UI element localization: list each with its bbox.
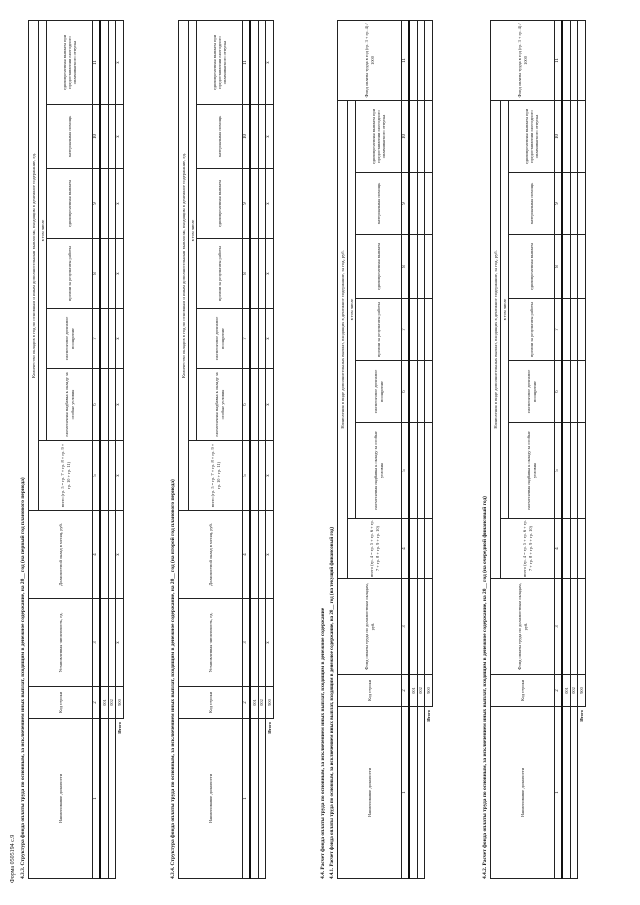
- col-head-code: Код строки: [338, 675, 402, 707]
- col-head-last: Фонд оплаты труда в год (гр. 3 + гр. 4) / 1000: [491, 20, 555, 100]
- col-num: 1: [402, 707, 410, 879]
- col-num: 10: [402, 100, 410, 172]
- total-row: [578, 20, 586, 878]
- cell[interactable]: [578, 423, 586, 519]
- col-head-incl: в том числе: [501, 100, 509, 518]
- cell-name[interactable]: [409, 707, 417, 879]
- col-num: 7: [402, 299, 410, 361]
- cell[interactable]: [562, 579, 570, 675]
- cell[interactable]: [417, 579, 425, 675]
- col-head-c6: единовременная выплата при предоставлении ежегодного оплачиваемого отпуска: [197, 20, 243, 104]
- cell[interactable]: [425, 20, 433, 100]
- cell[interactable]: [562, 519, 570, 579]
- col-head-name: Наименование должности: [29, 719, 93, 879]
- col-num: 11: [402, 20, 410, 100]
- col-head-c6: единовременная выплата при предоставлении ежегодного оплачиваемого отпуска: [356, 100, 402, 172]
- cell[interactable]: [409, 361, 417, 423]
- col-num: 6: [243, 369, 251, 441]
- section-4-4-2: [480, 21, 586, 879]
- cell[interactable]: [409, 100, 417, 172]
- table-row: [562, 20, 570, 878]
- cell-code: 002: [417, 675, 425, 707]
- col-num: 4: [402, 519, 410, 579]
- cell[interactable]: [562, 299, 570, 361]
- cell[interactable]: [100, 599, 108, 687]
- cell[interactable]: [570, 361, 578, 423]
- cell-name[interactable]: [570, 707, 578, 879]
- cell[interactable]: [409, 579, 417, 675]
- cell[interactable]: [425, 579, 433, 675]
- cell[interactable]: [562, 423, 570, 519]
- col-head-salary: Должностной оклад в месяц, руб.: [179, 511, 243, 599]
- cell[interactable]: [258, 20, 266, 104]
- total-code: 900: [266, 687, 274, 719]
- structure-table: [178, 20, 274, 879]
- col-num: 3: [555, 579, 563, 675]
- col-num: 2: [93, 687, 101, 719]
- col-head-group: Начисления в виде дополнительных выплат, входящих в денежное содержание, за год, руб.: [491, 100, 501, 578]
- total-row: [425, 20, 433, 878]
- cell[interactable]: [108, 369, 116, 441]
- cell[interactable]: [562, 100, 570, 172]
- cell[interactable]: [425, 100, 433, 172]
- col-num: 10: [93, 105, 101, 169]
- table-row: [250, 20, 258, 878]
- cell[interactable]: [570, 299, 578, 361]
- cell[interactable]: [258, 309, 266, 369]
- total-label: Итого: [425, 707, 433, 879]
- col-num: 9: [555, 173, 563, 235]
- cell[interactable]: [562, 361, 570, 423]
- cell[interactable]: [570, 519, 578, 579]
- col-head-code: Код строки: [491, 675, 555, 707]
- cell[interactable]: [409, 173, 417, 235]
- table-row: [417, 20, 425, 878]
- cell[interactable]: [417, 299, 425, 361]
- total-label: Итого: [266, 719, 274, 879]
- col-num: 5: [555, 423, 563, 519]
- cell[interactable]: [100, 309, 108, 369]
- x-mark: x: [116, 511, 124, 599]
- col-head-incl: в том числе: [189, 20, 197, 440]
- total-label: Итого: [116, 719, 124, 879]
- cell[interactable]: [250, 599, 258, 687]
- col-head-c1: ежемесячная надбавка к окладу за особые условия: [197, 369, 243, 441]
- cell[interactable]: [100, 511, 108, 599]
- col-head-c3: премии за результаты работы: [197, 239, 243, 309]
- col-head-group: Количество окладов в год по основным и иным дополнительным выплатам, входящим в денежное содержание, ед.: [29, 20, 39, 510]
- cell[interactable]: [578, 100, 586, 172]
- col-head-c3: премии за результаты работы: [356, 299, 402, 361]
- col-num: 8: [402, 235, 410, 299]
- cell[interactable]: [578, 579, 586, 675]
- table-row: [570, 20, 578, 878]
- cell[interactable]: [258, 441, 266, 511]
- cell-code: 002: [258, 687, 266, 719]
- cell[interactable]: [570, 20, 578, 100]
- x-mark: x: [266, 441, 274, 511]
- col-num: 11: [555, 20, 563, 100]
- cell[interactable]: [425, 235, 433, 299]
- col-num: 8: [93, 239, 101, 309]
- cell[interactable]: [108, 511, 116, 599]
- cell[interactable]: [562, 235, 570, 299]
- cell[interactable]: [250, 169, 258, 239]
- cell-code: 001: [562, 675, 570, 707]
- table-row: [108, 20, 116, 878]
- cell[interactable]: [100, 239, 108, 309]
- col-head-c2: ежемесячное денежное поощрение: [197, 309, 243, 369]
- cell[interactable]: [570, 235, 578, 299]
- x-mark: x: [116, 239, 124, 309]
- cell[interactable]: [250, 511, 258, 599]
- cell-name[interactable]: [250, 719, 258, 879]
- total-label: Итого: [578, 707, 586, 879]
- fund-table: [490, 20, 586, 879]
- cell[interactable]: [258, 239, 266, 309]
- col-head-total: всего (гр. 4 = гр. 5 + гр. 6 + гр. 7 + гр. 8 + гр. 9 + гр. 10): [501, 519, 555, 579]
- cell[interactable]: [100, 369, 108, 441]
- col-num: 3: [402, 579, 410, 675]
- col-num: 9: [93, 169, 101, 239]
- cell[interactable]: [108, 169, 116, 239]
- col-num: 4: [93, 511, 101, 599]
- col-head-code: Код строки: [29, 687, 93, 719]
- section-title: 4.4. Расчет фонда оплаты труда по основным, за исключением иных выплат, входящим в денежное содержание: [320, 607, 326, 879]
- structure-table: [28, 20, 124, 879]
- col-head-total: всего (гр. 5 = гр. 7 + гр. 8 + гр. 9 + гр. 10 + гр. 11): [189, 441, 243, 511]
- col-head-c1: ежемесячная надбавка к окладу за особые условия: [509, 423, 555, 519]
- x-mark: x: [266, 20, 274, 104]
- col-head-c4: единовременная выплата: [197, 169, 243, 239]
- cell[interactable]: [417, 423, 425, 519]
- x-mark: x: [116, 169, 124, 239]
- cell[interactable]: [258, 599, 266, 687]
- col-head-c1: ежемесячная надбавка к окладу за особые условия: [356, 423, 402, 519]
- x-mark: x: [266, 105, 274, 169]
- col-num: 7: [555, 299, 563, 361]
- col-num: 3: [243, 599, 251, 687]
- cell[interactable]: [250, 441, 258, 511]
- cell-name[interactable]: [108, 719, 116, 879]
- col-num: 1: [243, 719, 251, 879]
- col-head-count: Установленная численность, ед.: [29, 599, 93, 687]
- x-mark: x: [266, 369, 274, 441]
- col-head-c3: премии за результаты работы: [47, 239, 93, 309]
- cell[interactable]: [409, 299, 417, 361]
- cell[interactable]: [250, 20, 258, 104]
- col-head-fund: Фонд оплаты труда по должностным окладам, руб.: [338, 579, 402, 675]
- col-num: 9: [402, 173, 410, 235]
- cell[interactable]: [108, 309, 116, 369]
- cell[interactable]: [570, 579, 578, 675]
- section-subtitle: 4.4.1. Расчет фонда оплаты труда по основным, за исключением иных выплат, входящим в денежное содержание, на 20__ год (на текущий финансовый год): [330, 526, 335, 879]
- col-head-c4: единовременная выплата: [47, 169, 93, 239]
- cell[interactable]: [425, 361, 433, 423]
- cell[interactable]: [108, 105, 116, 169]
- col-num: 8: [243, 239, 251, 309]
- cell[interactable]: [578, 173, 586, 235]
- col-num: 6: [555, 361, 563, 423]
- cell[interactable]: [425, 299, 433, 361]
- x-mark: x: [116, 20, 124, 104]
- cell[interactable]: [562, 173, 570, 235]
- col-head-c2: ежемесячное денежное поощрение: [47, 309, 93, 369]
- total-code: 900: [425, 675, 433, 707]
- cell[interactable]: [258, 169, 266, 239]
- col-head-name: Наименование должности: [338, 707, 402, 879]
- col-head-total: всего (гр. 4 = гр. 5 + гр. 6 + гр. 7 + гр. 8 + гр. 9 + гр. 10): [348, 519, 402, 579]
- cell[interactable]: [425, 173, 433, 235]
- cell[interactable]: [250, 369, 258, 441]
- section-4-3-4: [168, 21, 274, 879]
- col-head-c1: ежемесячная надбавка к окладу за особые условия: [47, 369, 93, 441]
- col-head-fund: Фонд оплаты труда по должностным окладам, руб.: [491, 579, 555, 675]
- cell[interactable]: [258, 105, 266, 169]
- x-mark: x: [266, 511, 274, 599]
- cell[interactable]: [108, 239, 116, 309]
- total-code: 900: [578, 675, 586, 707]
- col-num: 7: [243, 309, 251, 369]
- col-num: 5: [402, 423, 410, 519]
- total-row: [116, 20, 124, 878]
- col-head-incl: в том числе: [348, 100, 356, 518]
- col-head-c6: единовременная выплата при предоставлении ежегодного оплачиваемого отпуска: [47, 20, 93, 104]
- col-num: 3: [93, 599, 101, 687]
- col-head-c5: материальная помощь: [47, 105, 93, 169]
- cell[interactable]: [417, 235, 425, 299]
- x-mark: x: [266, 599, 274, 687]
- col-num: 11: [243, 20, 251, 104]
- cell[interactable]: [108, 20, 116, 104]
- col-head-c3: премии за результаты работы: [509, 299, 555, 361]
- col-num: 6: [93, 369, 101, 441]
- col-num: 1: [93, 719, 101, 879]
- table-row: [100, 20, 108, 878]
- col-num: 1: [555, 707, 563, 879]
- section-4-3-3: [18, 21, 124, 879]
- col-head-c4: единовременная выплата: [356, 235, 402, 299]
- col-num: 10: [243, 105, 251, 169]
- x-mark: x: [116, 599, 124, 687]
- section-title: 4.4.2. Расчет фонда оплаты труда по основным, за исключением иных выплат, входящим в денежное содержание, на 20__ год (на очередной финансовый год): [482, 496, 488, 879]
- col-head-c6: единовременная выплата при предоставлении ежегодного оплачиваемого отпуска: [509, 100, 555, 172]
- col-head-c5: материальная помощь: [356, 173, 402, 235]
- table-row: [258, 20, 266, 878]
- col-num: 4: [555, 519, 563, 579]
- cell-code: 002: [108, 687, 116, 719]
- cell[interactable]: [409, 20, 417, 100]
- cell[interactable]: [417, 361, 425, 423]
- x-mark: x: [116, 441, 124, 511]
- cell-code: 001: [250, 687, 258, 719]
- column-numbers: [402, 20, 410, 878]
- cell[interactable]: [570, 100, 578, 172]
- cell[interactable]: [409, 519, 417, 579]
- col-head-c2: ежемесячное денежное поощрение: [509, 361, 555, 423]
- cell[interactable]: [578, 361, 586, 423]
- cell[interactable]: [417, 20, 425, 100]
- col-head-count: Установленная численность, ед.: [179, 599, 243, 687]
- col-head-total: всего (гр. 5 = гр. 7 + гр. 8 + гр. 9 + гр. 10 + гр. 11): [39, 441, 93, 511]
- cell[interactable]: [258, 511, 266, 599]
- col-num: 4: [243, 511, 251, 599]
- cell-name[interactable]: [417, 707, 425, 879]
- col-num: 6: [402, 361, 410, 423]
- col-head-c4: единовременная выплата: [509, 235, 555, 299]
- col-head-c5: материальная помощь: [509, 173, 555, 235]
- col-num: 10: [555, 100, 563, 172]
- cell[interactable]: [409, 423, 417, 519]
- cell[interactable]: [570, 173, 578, 235]
- column-numbers: [555, 20, 563, 878]
- cell[interactable]: [578, 519, 586, 579]
- x-mark: x: [266, 239, 274, 309]
- col-num: 11: [93, 20, 101, 104]
- col-num: 8: [555, 235, 563, 299]
- fund-table: [337, 20, 433, 879]
- cell[interactable]: [417, 173, 425, 235]
- cell[interactable]: [578, 299, 586, 361]
- column-numbers: [93, 20, 101, 878]
- cell-code: 001: [409, 675, 417, 707]
- section-title: 4.3.3. Структура фонда оплаты труда по основным, за исключением иных выплат, входящим в денежное содержание, на 20__ год (на первый год планового периода): [20, 477, 26, 879]
- cell-name[interactable]: [100, 719, 108, 879]
- col-head-last: Фонд оплаты труда в год (гр. 3 + гр. 4) / 1000: [338, 20, 402, 100]
- col-head-group: Начисления в виде дополнительных выплат, входящих в денежное содержание, за год, руб.: [338, 100, 348, 578]
- x-mark: x: [266, 169, 274, 239]
- section-title: 4.3.4. Структура фонда оплаты труда по основным, за исключением иных выплат, входящим в денежное содержание, на 20__ год (на второй год планового периода): [170, 479, 176, 879]
- cell[interactable]: [108, 599, 116, 687]
- total-code: 900: [116, 687, 124, 719]
- cell[interactable]: [108, 441, 116, 511]
- col-head-salary: Должностной оклад в месяц, руб.: [29, 511, 93, 599]
- col-head-name: Наименование должности: [491, 707, 555, 879]
- cell[interactable]: [417, 100, 425, 172]
- x-mark: x: [116, 309, 124, 369]
- col-num: 7: [93, 309, 101, 369]
- col-num: 5: [243, 441, 251, 511]
- column-numbers: [243, 20, 251, 878]
- cell[interactable]: [100, 169, 108, 239]
- col-head-group: Количество окладов в год по основным и иным дополнительным выплатам, входящим в денежное содержание, ед.: [179, 20, 189, 510]
- cell[interactable]: [425, 519, 433, 579]
- total-row: [266, 20, 274, 878]
- cell[interactable]: [570, 423, 578, 519]
- section-4-4-1: [318, 21, 433, 879]
- cell[interactable]: [250, 105, 258, 169]
- cell[interactable]: [578, 20, 586, 100]
- col-num: 9: [243, 169, 251, 239]
- col-head-code: Код строки: [179, 687, 243, 719]
- col-head-c5: материальная помощь: [197, 105, 243, 169]
- cell[interactable]: [250, 239, 258, 309]
- col-head-c2: ежемесячное денежное поощрение: [356, 361, 402, 423]
- cell[interactable]: [425, 423, 433, 519]
- col-num: 2: [402, 675, 410, 707]
- col-num: 2: [555, 675, 563, 707]
- cell[interactable]: [409, 235, 417, 299]
- table-row: [409, 20, 417, 878]
- col-num: 2: [243, 687, 251, 719]
- cell[interactable]: [250, 309, 258, 369]
- cell[interactable]: [100, 105, 108, 169]
- x-mark: x: [116, 369, 124, 441]
- cell-name[interactable]: [562, 707, 570, 879]
- cell[interactable]: [258, 369, 266, 441]
- cell-name[interactable]: [258, 719, 266, 879]
- cell[interactable]: [100, 20, 108, 104]
- cell[interactable]: [100, 441, 108, 511]
- cell[interactable]: [562, 20, 570, 100]
- cell[interactable]: [417, 519, 425, 579]
- col-head-incl: в том числе: [39, 20, 47, 440]
- form-code: Форма 0505194 с.9: [10, 834, 16, 883]
- cell-code: 001: [100, 687, 108, 719]
- x-mark: x: [116, 105, 124, 169]
- cell[interactable]: [578, 235, 586, 299]
- x-mark: x: [266, 309, 274, 369]
- col-head-name: Наименование должности: [179, 719, 243, 879]
- col-num: 5: [93, 441, 101, 511]
- cell-code: 002: [570, 675, 578, 707]
